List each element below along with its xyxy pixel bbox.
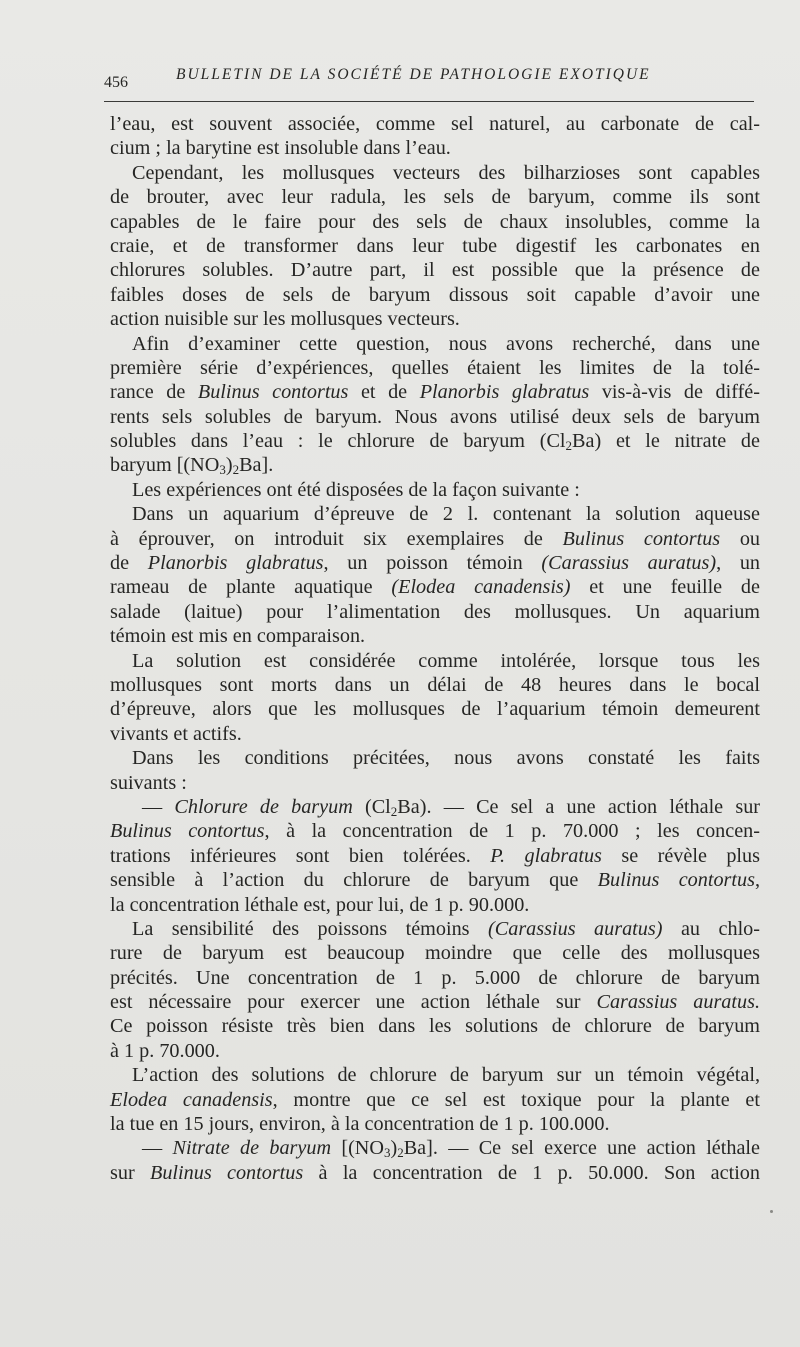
subscript: 3 [219,462,226,478]
text-line [110,307,760,331]
subscript: 2 [390,803,398,819]
text-run: vivants et actifs. [110,722,242,745]
italic-text: Bulinus contortus [562,527,721,550]
text-line [110,697,760,721]
italic-text: Chlorure de baryum [174,795,353,818]
text-run: , un [716,552,761,575]
text-run: action nuisible sur les mollusques vecteurs. [110,308,460,331]
text-run: vis-à-vis de diffé- [589,381,760,404]
text-line [110,234,760,258]
text-run: Ba). — Ce sel a une action léthale sur [397,795,761,818]
text-run: à la concentration de 1 p. 50.000. Son action [303,1161,760,1184]
text-line [110,819,760,843]
text-line [110,893,760,917]
text-run: Les expériences ont été disposées de la façon suivante : [132,478,580,501]
text-run: rure de baryum est beaucoup moindre que celle des mollusques [110,942,760,965]
text-run: précités. Une concentration de 1 p. 5.000 de chlorure de baryum [110,966,760,989]
text-line [110,771,760,795]
italic-text: Bulinus contortus [149,1161,304,1184]
text-run: capables de le faire pour des sels de chaux insolubles, comme la [110,210,760,233]
text-run: première série d’expériences, quelles étaient les limites de la tolé- [110,356,760,379]
text-line [110,185,760,209]
text-run: [(NO [331,1137,384,1160]
text-run: la tue en 15 jours, environ, à la concentration de 1 p. 100.000. [110,1113,610,1136]
text-line [110,478,760,502]
text-run: , à la concentration de 1 p. 70.000 ; les concen- [264,820,760,843]
text-line [110,1112,760,1136]
text-run: à éprouver, on introduit six exemplaires de [110,527,563,550]
text-run: (Cl [352,795,391,818]
text-line [110,673,760,697]
text-line [110,575,760,599]
text-run: Cependant, les mollusques vecteurs des bilharzioses sont capables [132,161,760,184]
subscript: 3 [383,1145,391,1161]
text-run: de [110,552,148,575]
text-run: Ba]. — Ce sel exerce une action léthale [403,1137,761,1160]
text-line [110,502,760,526]
body-text [110,112,760,1185]
text-line [110,649,760,673]
text-run: la concentration léthale est, pour lui, de 1 p. 90.000. [110,893,530,916]
subscript: 2 [397,1145,404,1161]
text-run: — [142,795,175,818]
text-run: sur [110,1161,150,1184]
text-run: Dans un aquarium d’épreuve de 2 l. contenant la solution aqueuse [132,503,760,526]
text-run: solubles dans l’eau : le chlorure de baryum (Cl [110,430,566,453]
text-line [110,868,760,892]
text-line [110,136,760,160]
text-run: baryum [(NO [110,454,220,477]
text-line [110,429,760,453]
text-line [110,1136,760,1160]
text-line [110,551,760,575]
text-run: ) [390,1137,398,1160]
italic-text: Planorbis glabratus [419,381,590,404]
text-line [110,1063,760,1087]
text-line [110,380,760,404]
text-run: chlorures solubles. D’autre part, il est possible que la présence de [110,259,760,282]
text-run: de brouter, avec leur radula, les sels de baryum, comme ils sont [110,186,760,209]
text-run: est nécessaire pour exercer une action léthale sur [110,991,597,1014]
text-run: rents sels solubles de baryum. Nous avons utilisé deux sels de baryum [110,405,760,428]
italic-text: Nitrate de baryum [172,1137,332,1160]
text-line [110,844,760,868]
text-line [110,112,760,136]
text-line [110,527,760,551]
italic-text: Elodea canadensis [110,1088,273,1111]
text-run: et de [348,381,420,404]
text-line [110,1039,760,1063]
text-line [110,258,760,282]
text-line [110,917,760,941]
text-run: au chlo- [662,917,760,940]
text-line [110,332,760,356]
text-run: et une feuille de [570,576,760,599]
running-title: BULLETIN DE LA SOCIÉTÉ DE PATHOLOGIE EXOTIQUE [176,66,651,83]
text-run: , montre que ce sel est toxique pour la plante et [272,1088,760,1111]
text-run: mollusques sont morts dans un délai de 48 heures dans le bocal [110,673,760,696]
text-run: ou [720,527,760,550]
text-run: trations inférieures sont bien tolérées. [110,844,491,867]
text-line [110,722,760,746]
text-run: faibles doses de sels de baryum dissous soit capable d’avoir une [110,283,760,306]
text-run: Ba) et le nitrate de [572,430,760,453]
text-run: , un poisson témoin [323,552,542,575]
text-line [110,1088,760,1112]
text-line [110,1014,760,1038]
paper-speck [770,1210,773,1213]
text-run: craie, et de transformer dans leur tube digestif les carbonates en [110,234,760,257]
text-run: , [754,869,761,892]
text-line [110,210,760,234]
text-run: La sensibilité des poissons témoins [132,917,489,940]
text-run: L’action des solutions de chlorure de baryum sur un témoin végétal, [132,1064,760,1087]
text-line [110,746,760,770]
text-run: témoin est mis en comparaison. [110,625,366,648]
text-run: ) [225,454,233,477]
text-line [110,356,760,380]
text-line [110,600,760,624]
subscript: 2 [232,462,240,478]
header-rule [104,101,754,102]
text-run: La solution est considérée comme intolérée, lorsque tous les [132,649,760,672]
italic-text: Planorbis glabratus [147,552,324,575]
italic-text: Carassius auratus. [596,991,760,1014]
text-line [110,941,760,965]
text-line [110,161,760,185]
text-run: Ba]. [239,454,274,477]
text-run: sensible à l’action du chlorure de baryum que [110,869,598,892]
italic-text: Bulinus contortus [597,869,755,892]
text-line [110,1161,760,1185]
text-run: l’eau, est souvent associée, comme sel naturel, au carbonate de cal- [110,113,760,135]
text-run: — [142,1137,173,1160]
italic-text: Bulinus contortus [197,381,349,404]
italic-text: (Carassius auratus) [541,552,717,575]
subscript: 2 [565,438,573,454]
page-header [104,62,754,92]
text-run: Ce poisson résiste très bien dans les solutions de chlorure de baryum [110,1015,760,1038]
italic-text: P. glabratus [490,844,602,867]
text-run: suivants : [110,771,187,794]
text-line [110,990,760,1014]
text-run: à 1 p. 70.000. [110,1039,220,1062]
text-line [110,283,760,307]
text-line [110,453,760,477]
italic-text: Bulinus contortus [110,820,265,843]
text-run: salade (laitue) pour l’alimentation des mollusques. Un aquarium [110,600,760,623]
italic-text: (Carassius auratus) [488,917,663,940]
text-run: rance de [110,381,198,404]
page-number: 456 [104,74,128,91]
text-run: rameau de plante aquatique [110,576,392,599]
text-line [110,624,760,648]
text-run: d’épreuve, alors que les mollusques de l’aquarium témoin demeurent [110,698,760,721]
text-line [110,405,760,429]
text-line [110,966,760,990]
text-line [110,795,760,819]
italic-text: (Elodea canadensis) [391,576,571,599]
text-run: se révèle plus [601,844,760,867]
text-run: cium ; la barytine est insoluble dans l’eau. [110,137,451,160]
text-run: Dans les conditions précitées, nous avons constaté les faits [132,747,760,770]
text-run: Afin d’examiner cette question, nous avons recherché, dans une [132,332,760,355]
